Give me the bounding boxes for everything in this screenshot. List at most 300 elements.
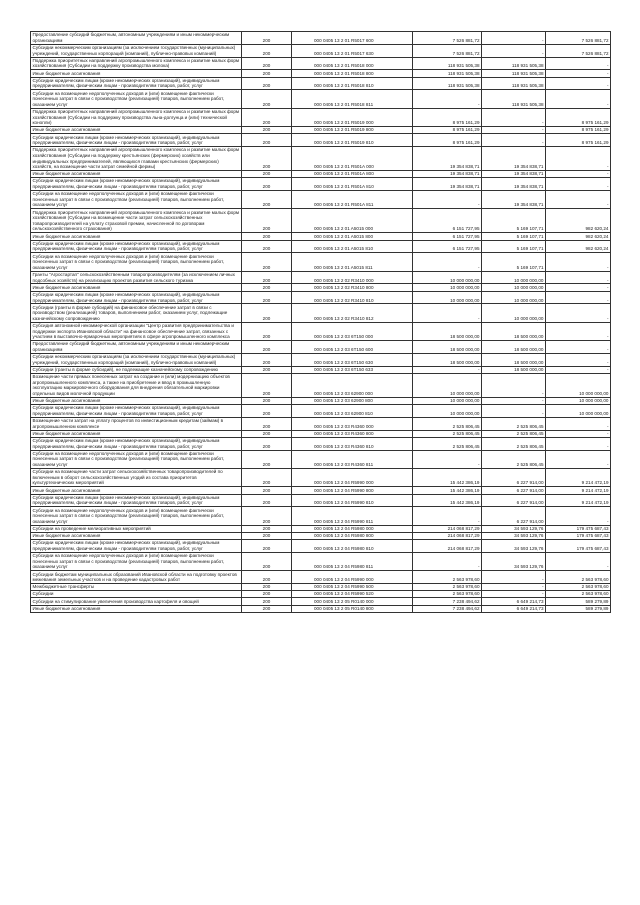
line-code: 200 xyxy=(242,341,292,354)
executed-amount: 19 354 838,71 xyxy=(482,190,546,208)
executed-amount: - xyxy=(482,405,546,418)
expense-description: Поддержка приоритетных направлений агропромышленного комплекса и развитие малых форм хозяйствования (Субсидии на поддержку производства льна-долгунца и (или) технической конопли) xyxy=(31,108,242,126)
budget-classification-code: 000 0405 13 2 03 62900 800 xyxy=(292,397,413,404)
line-code: 200 xyxy=(242,108,292,126)
budget-classification-code: 000 0405 13 2 05 R0140 000 xyxy=(292,598,413,605)
expense-description: Межбюджетные трансферты xyxy=(31,584,242,591)
unexecuted-amount: - xyxy=(546,253,611,271)
line-code: 200 xyxy=(242,253,292,271)
approved-amount: 214 068 817,29 xyxy=(413,525,482,532)
budget-classification-code: 000 0405 13 2 03 6Т150 630 xyxy=(292,353,413,366)
executed-amount: 18 500 000,00 xyxy=(482,353,546,366)
executed-amount: 6 649 214,73 xyxy=(482,598,546,605)
expense-description: Иные бюджетные ассигнования xyxy=(31,430,242,437)
expense-description: Субсидии юридическим лицам (кроме некоммерческих организаций), индивидуальным предпринимателям, физическим лицам - производителям товаров, работ, услуг xyxy=(31,178,242,191)
budget-classification-code: 000 0405 13 2 01 R5018 810 xyxy=(292,77,413,90)
table-row xyxy=(31,291,611,304)
approved-amount: 214 068 817,29 xyxy=(413,532,482,539)
approved-amount: 2 563 978,60 xyxy=(413,591,482,598)
executed-amount: 18 500 000,00 xyxy=(482,322,546,340)
unexecuted-amount: - xyxy=(546,178,611,191)
table-row xyxy=(31,540,611,553)
budget-classification-code: 000 0405 13 2 01 R5019 000 xyxy=(292,108,413,126)
executed-amount: 6 649 214,73 xyxy=(482,605,546,612)
table-row xyxy=(31,397,611,404)
approved-amount: 10 000 000,00 xyxy=(413,291,482,304)
expense-description: Субсидии на стимулирование увеличения производства картофеля и овощей xyxy=(31,598,242,605)
budget-classification-code: 000 0405 13 2 03 R4360 800 xyxy=(292,430,413,437)
approved-amount: 2 525 806,45 xyxy=(413,430,482,437)
approved-amount: 19 354 838,71 xyxy=(413,147,482,171)
unexecuted-amount: - xyxy=(546,190,611,208)
expense-description: Иные бюджетные ассигнования xyxy=(31,127,242,134)
unexecuted-amount: 982 620,24 xyxy=(546,209,611,233)
unexecuted-amount: 7 526 881,72 xyxy=(546,32,611,45)
table-row xyxy=(31,147,611,171)
approved-amount: 118 931 505,38 xyxy=(413,77,482,90)
line-code: 200 xyxy=(242,437,292,450)
executed-amount: - xyxy=(482,134,546,147)
unexecuted-amount: - xyxy=(546,271,611,284)
approved-amount: - xyxy=(413,253,482,271)
table-row xyxy=(31,271,611,284)
expense-description: Возмещение части затрат на уплату процентов по инвестиционным кредитам (займам) в агропромышленном комплексе xyxy=(31,417,242,430)
executed-amount: - xyxy=(482,373,546,397)
approved-amount: 7 526 881,72 xyxy=(413,44,482,57)
approved-amount: 15 442 386,19 xyxy=(413,494,482,507)
expense-description: Иные бюджетные ассигнования xyxy=(31,487,242,494)
line-code: 200 xyxy=(242,233,292,240)
budget-table-body xyxy=(31,32,611,613)
line-code: 200 xyxy=(242,405,292,418)
line-code: 200 xyxy=(242,525,292,532)
approved-amount: 118 931 505,38 xyxy=(413,57,482,70)
executed-amount: 5 169 107,71 xyxy=(482,209,546,233)
executed-amount: 34 593 129,76 xyxy=(482,540,546,553)
table-row xyxy=(31,44,611,57)
table-row xyxy=(31,366,611,373)
expense-description: Иные бюджетные ассигнования xyxy=(31,70,242,77)
expense-description: Субсидии на возмещение части затрат сельскохозяйственных товаропроизводителей по включенным в оборот сельскохозяйственных угодий из состава приоритетов культуртехнических мероприятий xyxy=(31,468,242,486)
approved-amount: 10 000 000,00 xyxy=(413,405,482,418)
expense-description: Субсидии юридическим лицам (кроме некоммерческих организаций), индивидуальным предпринимателям, физическим лицам - производителям товаров, работ, услуг xyxy=(31,494,242,507)
unexecuted-amount: - xyxy=(546,291,611,304)
executed-amount: 18 500 000,00 xyxy=(482,341,546,354)
budget-classification-code: 000 0405 13 2 02 R3410 810 xyxy=(292,291,413,304)
budget-classification-code: 000 0405 13 2 01 R5017 600 xyxy=(292,32,413,45)
line-code: 200 xyxy=(242,147,292,171)
line-code: 200 xyxy=(242,552,292,570)
line-code: 200 xyxy=(242,591,292,598)
executed-amount: - xyxy=(482,584,546,591)
table-row xyxy=(31,507,611,525)
unexecuted-amount: 2 563 978,60 xyxy=(546,591,611,598)
table-row xyxy=(31,209,611,233)
budget-classification-code: 000 0405 13 2 01 A5015 811 xyxy=(292,253,413,271)
line-code: 200 xyxy=(242,598,292,605)
budget-classification-code: 000 0405 13 2 01 A5015 000 xyxy=(292,209,413,233)
table-row xyxy=(31,373,611,397)
budget-classification-code: 000 0405 13 2 03 6Т150 633 xyxy=(292,366,413,373)
line-code: 200 xyxy=(242,366,292,373)
executed-amount: 118 931 505,38 xyxy=(482,77,546,90)
unexecuted-amount: 7 526 881,72 xyxy=(546,44,611,57)
table-row xyxy=(31,284,611,291)
line-code: 200 xyxy=(242,190,292,208)
line-code: 200 xyxy=(242,322,292,340)
line-code: 200 xyxy=(242,171,292,178)
expense-description: Иные бюджетные ассигнования xyxy=(31,397,242,404)
executed-amount: - xyxy=(482,44,546,57)
executed-amount: 2 525 806,45 xyxy=(482,430,546,437)
unexecuted-amount: - xyxy=(546,77,611,90)
line-code: 200 xyxy=(242,468,292,486)
table-row xyxy=(31,405,611,418)
expense-description: Субсидии на проведение мелиоративных мероприятий xyxy=(31,525,242,532)
line-code: 200 xyxy=(242,70,292,77)
expense-description: Субсидии бюджетам муниципальных образований Ивановской области на подготовку проектов межевания земельных участков и на проведение кадастровых работ xyxy=(31,571,242,584)
table-row xyxy=(31,525,611,532)
table-row xyxy=(31,304,611,322)
line-code: 200 xyxy=(242,397,292,404)
unexecuted-amount: 2 563 978,60 xyxy=(546,584,611,591)
expense-description: Иные бюджетные ассигнования xyxy=(31,284,242,291)
executed-amount: 5 169 107,71 xyxy=(482,233,546,240)
budget-classification-code: 000 0405 13 2 01 R5017 630 xyxy=(292,44,413,57)
budget-classification-code: 000 0405 13 2 04 R5980 811 xyxy=(292,552,413,570)
expense-description: Субсидии на возмещение недополученных доходов и (или) возмещение фактически понесенных затрат в связи с производством (реализацией) товаров, выполнением работ, оказанием услуг xyxy=(31,450,242,468)
executed-amount: 19 354 838,71 xyxy=(482,178,546,191)
table-row xyxy=(31,322,611,340)
budget-classification-code: 000 0405 13 2 04 R5980 800 xyxy=(292,532,413,539)
table-row xyxy=(31,108,611,126)
budget-classification-code: 000 0405 13 2 01 R5018 811 xyxy=(292,90,413,108)
line-code: 200 xyxy=(242,353,292,366)
line-code: 200 xyxy=(242,450,292,468)
table-row xyxy=(31,70,611,77)
approved-amount: 10 000 000,00 xyxy=(413,373,482,397)
table-row xyxy=(31,353,611,366)
expense-description: Иные бюджетные ассигнования xyxy=(31,171,242,178)
table-row xyxy=(31,552,611,570)
approved-amount: 2 563 978,60 xyxy=(413,584,482,591)
approved-amount: 18 500 000,00 xyxy=(413,322,482,340)
budget-classification-code: 000 0405 13 2 01 R5019 810 xyxy=(292,134,413,147)
executed-amount: 6 227 914,00 xyxy=(482,468,546,486)
expense-description: Гранты "Агростартап" сельскохозяйственным товаропроизводителям (за исключением личных подсобных хозяйств) на реализацию проектов развития сельского туризма xyxy=(31,271,242,284)
line-code: 200 xyxy=(242,32,292,45)
table-row xyxy=(31,430,611,437)
expense-description: Субсидии на возмещение недополученных доходов и (или) возмещение фактически понесенных затрат в связи с производством (реализацией) товаров, выполнением работ, оказанием услуг xyxy=(31,507,242,525)
expense-description: Субсидии xyxy=(31,591,242,598)
budget-classification-code: 000 0405 13 2 04 R5990 520 xyxy=(292,591,413,598)
table-row xyxy=(31,487,611,494)
table-row xyxy=(31,417,611,430)
approved-amount: 19 354 838,71 xyxy=(413,171,482,178)
executed-amount: 10 000 000,00 xyxy=(482,304,546,322)
budget-classification-code: 000 0405 13 2 01 R501A 811 xyxy=(292,190,413,208)
unexecuted-amount: 10 000 000,00 xyxy=(546,405,611,418)
line-code: 200 xyxy=(242,373,292,397)
expense-description: Поддержка приоритетных направлений агропромышленного комплекса и развитие малых форм хозяйствования (Субсидии на поддержку крестьянских (фермерских) хозяйств или индивидуальных предпринимателей, являющихся главами крестьянских (фермерских) хозяйств, на возмещение части затрат семейной фермы) xyxy=(31,147,242,171)
unexecuted-amount: - xyxy=(546,552,611,570)
line-code: 200 xyxy=(242,209,292,233)
line-code: 200 xyxy=(242,571,292,584)
approved-amount: - xyxy=(413,366,482,373)
line-code: 200 xyxy=(242,271,292,284)
budget-classification-code: 000 0405 13 2 04 R5980 810 xyxy=(292,540,413,553)
approved-amount: 19 354 838,71 xyxy=(413,178,482,191)
expense-description: Субсидии юридическим лицам (кроме некоммерческих организаций), индивидуальным предпринимателям, физическим лицам - производителям товаров, работ, услуг xyxy=(31,77,242,90)
unexecuted-amount: - xyxy=(546,70,611,77)
expense-description: Субсидии на возмещение недополученных доходов и (или) возмещение фактически понесенных затрат в связи с производством (реализацией) товаров, выполнением работ, оказанием услуг xyxy=(31,552,242,570)
table-row xyxy=(31,341,611,354)
expense-description: Субсидии (гранты в форме субсидий), не подлежащие казначейскому сопровождению xyxy=(31,366,242,373)
line-code: 200 xyxy=(242,240,292,253)
budget-classification-code: 000 0405 13 2 04 R5990 000 xyxy=(292,468,413,486)
approved-amount: 18 500 000,00 xyxy=(413,341,482,354)
executed-amount: 2 525 806,45 xyxy=(482,417,546,430)
expense-description: Поддержка приоритетных направлений агропромышленного комплекса и развитие малых форм хозяйствования (Субсидии на возмещение части затрат сельскохозяйственных товаропроизводителей на уплату страховой премии, начисленной по договорам сельскохозяйственного страхования) xyxy=(31,209,242,233)
executed-amount: 2 525 806,45 xyxy=(482,450,546,468)
table-row xyxy=(31,571,611,584)
unexecuted-amount: 8 975 161,29 xyxy=(546,134,611,147)
expense-description: Возмещение части прямых понесенных затрат на создание и (или) модернизацию объектов агропромышленного комплекса, а также на приобретение и ввод в промышленную эксплуатацию маркировочного оборудования для внедрения обязательной маркировки отдельных видов молочной продукции xyxy=(31,373,242,397)
unexecuted-amount: 9 214 472,19 xyxy=(546,468,611,486)
executed-amount: 19 354 838,71 xyxy=(482,147,546,171)
budget-classification-code: 000 0405 13 2 01 A5015 800 xyxy=(292,233,413,240)
budget-classification-code: 000 0405 13 2 01 R501A 000 xyxy=(292,147,413,171)
line-code: 200 xyxy=(242,494,292,507)
line-code: 200 xyxy=(242,90,292,108)
unexecuted-amount: - xyxy=(546,147,611,171)
expense-description: Предоставление субсидий бюджетным, автономным учреждениям и иным некоммерческим организациям xyxy=(31,341,242,354)
expense-description: Субсидии на возмещение недополученных доходов и (или) возмещение фактически понесенных затрат в связи с производством (реализацией) товаров, выполнением работ, оказанием услуг xyxy=(31,253,242,271)
table-row xyxy=(31,32,611,45)
unexecuted-amount: - xyxy=(546,322,611,340)
table-row xyxy=(31,171,611,178)
table-row xyxy=(31,57,611,70)
budget-classification-code: 000 0405 13 2 04 R5990 811 xyxy=(292,507,413,525)
unexecuted-amount: 9 214 472,19 xyxy=(546,494,611,507)
unexecuted-amount: - xyxy=(546,90,611,108)
table-row xyxy=(31,605,611,612)
executed-amount: 18 500 000,00 xyxy=(482,366,546,373)
executed-amount: - xyxy=(482,127,546,134)
budget-classification-code: 000 0405 13 2 03 6Т150 000 xyxy=(292,322,413,340)
expense-description: Иные бюджетные ассигнования xyxy=(31,532,242,539)
table-row xyxy=(31,190,611,208)
unexecuted-amount: - xyxy=(546,417,611,430)
table-row xyxy=(31,240,611,253)
table-row xyxy=(31,450,611,468)
approved-amount: 118 931 505,38 xyxy=(413,70,482,77)
unexecuted-amount: - xyxy=(546,430,611,437)
unexecuted-amount: 982 620,24 xyxy=(546,233,611,240)
table-row xyxy=(31,90,611,108)
executed-amount: 6 227 914,00 xyxy=(482,487,546,494)
budget-classification-code: 000 0405 13 2 04 R5980 000 xyxy=(292,525,413,532)
approved-amount: - xyxy=(413,507,482,525)
line-code: 200 xyxy=(242,430,292,437)
unexecuted-amount: 8 975 161,29 xyxy=(546,127,611,134)
line-code: 200 xyxy=(242,284,292,291)
executed-amount: 118 931 505,38 xyxy=(482,57,546,70)
approved-amount: 2 525 806,45 xyxy=(413,437,482,450)
unexecuted-amount: 179 475 687,43 xyxy=(546,540,611,553)
budget-classification-code: 000 0405 13 2 04 R5990 000 xyxy=(292,571,413,584)
approved-amount: 8 975 161,29 xyxy=(413,134,482,147)
unexecuted-amount: - xyxy=(546,171,611,178)
line-code: 200 xyxy=(242,127,292,134)
table-row xyxy=(31,134,611,147)
expense-description: Субсидии юридическим лицам (кроме некоммерческих организаций), индивидуальным предпринимателям, физическим лицам - производителям товаров, работ, услуг xyxy=(31,437,242,450)
executed-amount: - xyxy=(482,108,546,126)
approved-amount: 7 238 494,62 xyxy=(413,605,482,612)
unexecuted-amount: - xyxy=(546,450,611,468)
table-row xyxy=(31,584,611,591)
budget-classification-code: 000 0405 13 2 02 R3410 000 xyxy=(292,271,413,284)
budget-classification-code: 000 0405 13 2 03 R4360 811 xyxy=(292,450,413,468)
unexecuted-amount: - xyxy=(546,437,611,450)
budget-classification-code: 000 0405 13 2 02 R3410 812 xyxy=(292,304,413,322)
budget-classification-code: 000 0405 13 2 04 R5990 800 xyxy=(292,487,413,494)
approved-amount: 10 000 000,00 xyxy=(413,271,482,284)
table-row xyxy=(31,468,611,486)
unexecuted-amount: 2 563 978,60 xyxy=(546,571,611,584)
approved-amount: 8 975 161,29 xyxy=(413,108,482,126)
executed-amount: 10 000 000,00 xyxy=(482,284,546,291)
table-row xyxy=(31,591,611,598)
table-row xyxy=(31,127,611,134)
approved-amount: 10 000 000,00 xyxy=(413,397,482,404)
executed-amount: 10 000 000,00 xyxy=(482,271,546,284)
table-row xyxy=(31,178,611,191)
expense-description: Иные бюджетные ассигнования xyxy=(31,233,242,240)
approved-amount: 7 238 494,62 xyxy=(413,598,482,605)
unexecuted-amount: 8 975 161,29 xyxy=(546,108,611,126)
executed-amount: 118 931 505,38 xyxy=(482,90,546,108)
budget-classification-code: 000 0405 13 2 04 R5990 500 xyxy=(292,584,413,591)
line-code: 200 xyxy=(242,532,292,539)
budget-classification-code: 000 0405 13 2 01 R5018 000 xyxy=(292,57,413,70)
line-code: 200 xyxy=(242,540,292,553)
table-row xyxy=(31,494,611,507)
expense-description: Субсидии юридическим лицам (кроме некоммерческих организаций), индивидуальным предпринимателям, физическим лицам - производителям товаров, работ, услуг xyxy=(31,240,242,253)
unexecuted-amount: - xyxy=(546,366,611,373)
executed-amount: - xyxy=(482,571,546,584)
approved-amount: 6 151 727,95 xyxy=(413,209,482,233)
approved-amount: 6 151 727,95 xyxy=(413,240,482,253)
expense-description: Иные бюджетные ассигнования xyxy=(31,605,242,612)
executed-amount: 5 169 107,71 xyxy=(482,240,546,253)
unexecuted-amount: 10 000 000,00 xyxy=(546,397,611,404)
budget-execution-table xyxy=(30,31,611,613)
approved-amount: 18 500 000,00 xyxy=(413,353,482,366)
table-row xyxy=(31,598,611,605)
executed-amount: - xyxy=(482,397,546,404)
approved-amount: - xyxy=(413,190,482,208)
executed-amount: 34 593 129,76 xyxy=(482,525,546,532)
executed-amount: 34 593 129,76 xyxy=(482,532,546,539)
budget-classification-code: 000 0405 13 2 05 R0140 800 xyxy=(292,605,413,612)
expense-description: Субсидии юридическим лицам (кроме некоммерческих организаций), индивидуальным предпринимателям, физическим лицам - производителям товаров, работ, услуг xyxy=(31,291,242,304)
unexecuted-amount: 589 279,89 xyxy=(546,598,611,605)
expense-description: Субсидии юридическим лицам (кроме некоммерческих организаций), индивидуальным предпринимателям, физическим лицам - производителям товаров, работ, услуг xyxy=(31,405,242,418)
approved-amount: 8 975 161,29 xyxy=(413,127,482,134)
budget-classification-code: 000 0405 13 2 01 A5015 810 xyxy=(292,240,413,253)
approved-amount: - xyxy=(413,450,482,468)
line-code: 200 xyxy=(242,57,292,70)
budget-classification-code: 000 0405 13 2 01 R501A 800 xyxy=(292,171,413,178)
approved-amount: 2 525 806,45 xyxy=(413,417,482,430)
unexecuted-amount: - xyxy=(546,507,611,525)
budget-classification-code: 000 0405 13 2 03 62900 000 xyxy=(292,373,413,397)
line-code: 200 xyxy=(242,304,292,322)
executed-amount: 34 593 129,76 xyxy=(482,552,546,570)
executed-amount: 10 000 000,00 xyxy=(482,291,546,304)
approved-amount: 15 442 386,19 xyxy=(413,468,482,486)
executed-amount: - xyxy=(482,32,546,45)
approved-amount: 15 442 386,19 xyxy=(413,487,482,494)
budget-classification-code: 000 0405 13 2 01 R5019 800 xyxy=(292,127,413,134)
approved-amount: 2 563 978,60 xyxy=(413,571,482,584)
executed-amount: 2 525 806,45 xyxy=(482,437,546,450)
line-code: 200 xyxy=(242,178,292,191)
expense-description: Поддержка приоритетных направлений агропромышленного комплекса и развитие малых форм хозяйствования (Субсидии на поддержку производства молока) xyxy=(31,57,242,70)
expense-description: Субсидии некоммерческим организациям (за исключением государственных (муниципальных) учреждений, государственных корпораций (компаний), публично-правовых компаний) xyxy=(31,353,242,366)
unexecuted-amount: - xyxy=(546,284,611,291)
line-code: 200 xyxy=(242,291,292,304)
table-row xyxy=(31,233,611,240)
approved-amount: - xyxy=(413,552,482,570)
unexecuted-amount: - xyxy=(546,341,611,354)
executed-amount: 5 169 107,71 xyxy=(482,253,546,271)
budget-report-page xyxy=(30,31,610,613)
budget-classification-code: 000 0405 13 2 01 R501A 810 xyxy=(292,178,413,191)
line-code: 200 xyxy=(242,134,292,147)
unexecuted-amount: - xyxy=(546,57,611,70)
unexecuted-amount: 10 000 000,00 xyxy=(546,373,611,397)
expense-description: Субсидии на возмещение недополученных доходов и (или) возмещение фактически понесенных затрат в связи с производством (реализацией) товаров, выполнением работ, оказанием услуг xyxy=(31,190,242,208)
budget-classification-code: 000 0405 13 2 03 62900 810 xyxy=(292,405,413,418)
unexecuted-amount: - xyxy=(546,353,611,366)
table-row xyxy=(31,437,611,450)
line-code: 200 xyxy=(242,44,292,57)
unexecuted-amount: 589 279,89 xyxy=(546,605,611,612)
table-row xyxy=(31,532,611,539)
approved-amount: 7 526 881,72 xyxy=(413,32,482,45)
budget-classification-code: 000 0405 13 2 02 R3410 800 xyxy=(292,284,413,291)
line-code: 200 xyxy=(242,605,292,612)
budget-classification-code: 000 0405 13 2 04 R5990 810 xyxy=(292,494,413,507)
expense-description: Субсидии некоммерческим организациям (за исключением государственных (муниципальных) учреждений, государственных корпораций (компаний), публично-правовых компаний) xyxy=(31,44,242,57)
expense-description: Предоставление субсидий бюджетным, автономным учреждениям и иным некоммерческим организациям xyxy=(31,32,242,45)
executed-amount: 19 354 838,71 xyxy=(482,171,546,178)
unexecuted-amount: 9 214 472,19 xyxy=(546,487,611,494)
executed-amount: 118 931 505,38 xyxy=(482,70,546,77)
approved-amount: 214 068 817,29 xyxy=(413,540,482,553)
table-row xyxy=(31,253,611,271)
executed-amount: 6 227 914,00 xyxy=(482,494,546,507)
executed-amount: - xyxy=(482,591,546,598)
unexecuted-amount: 179 475 687,43 xyxy=(546,532,611,539)
approved-amount: 10 000 000,00 xyxy=(413,284,482,291)
unexecuted-amount: 982 620,24 xyxy=(546,240,611,253)
approved-amount: - xyxy=(413,90,482,108)
line-code: 200 xyxy=(242,507,292,525)
expense-description: Субсидии юридическим лицам (кроме некоммерческих организаций), индивидуальным предпринимателям, физическим лицам - производителям товаров, работ, услуг xyxy=(31,540,242,553)
